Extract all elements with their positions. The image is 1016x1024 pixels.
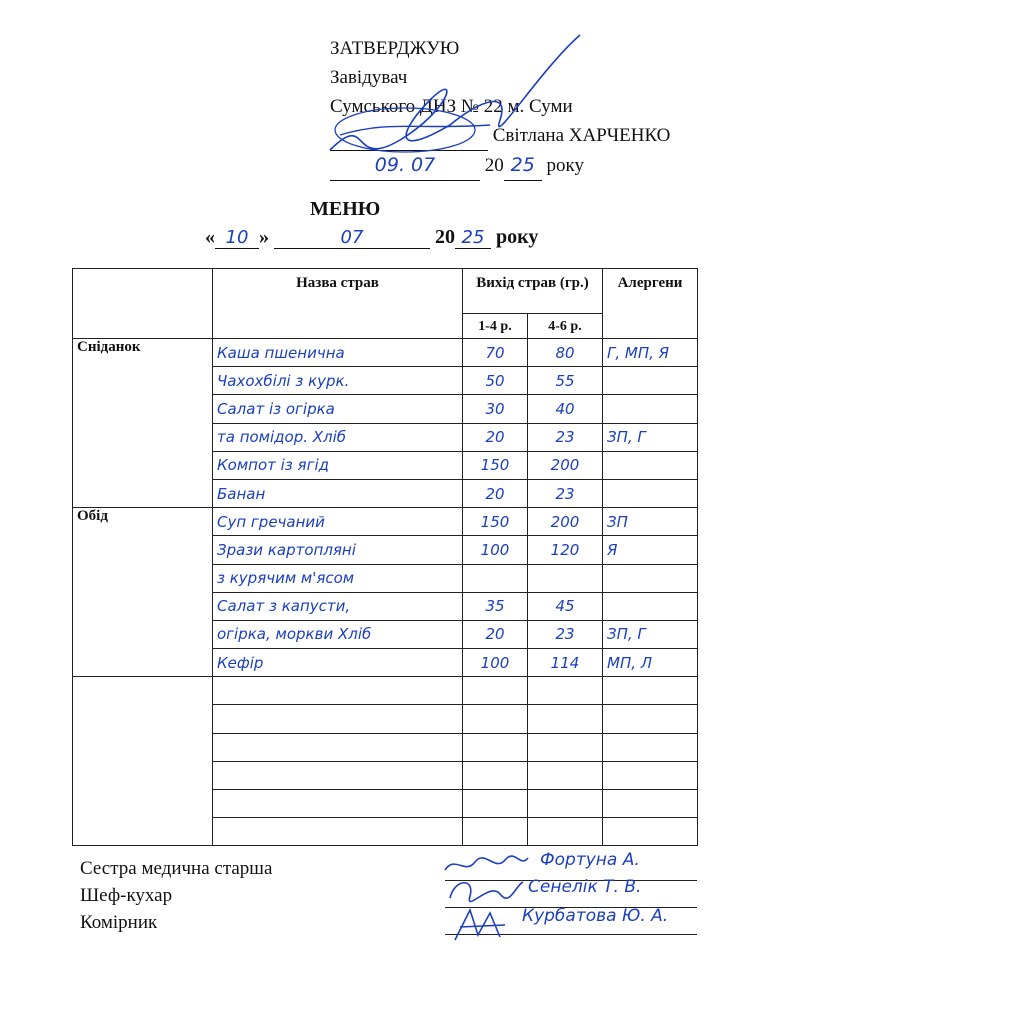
allergen-cell: ЗП, Г [603,423,698,451]
allergen-cell [603,564,698,592]
allergens-header: Алергени [603,269,698,339]
portion-1-4: 100 [463,649,528,677]
allergen-cell [603,451,698,479]
portion-1-4: 150 [463,451,528,479]
portion-4-6: 200 [528,508,603,536]
dish-cell: Кефір [213,649,463,677]
allergen-cell: Я [603,536,698,564]
portion-4-6: 80 [528,339,603,367]
portion-4-6: 40 [528,395,603,423]
empty-cell [213,761,463,789]
dish-cell: Каша пшенична [213,339,463,367]
empty-cell [603,761,698,789]
approval-date: 09. 07 [330,151,480,181]
empty-cell [463,761,528,789]
dish-cell: огірка, моркви Хліб [213,620,463,648]
menu-month: 07 [274,227,430,249]
empty-cell [528,761,603,789]
menu-day: 10 [215,227,259,249]
approval-name: Світлана ХАРЧЕНКО [492,125,671,146]
allergen-cell: Г, МП, Я [603,339,698,367]
portion-1-4 [463,564,528,592]
dish-cell: та помідор. Хліб [213,423,463,451]
menu-year-suffix: року [491,226,539,248]
dish-cell: Салат з капусти, [213,592,463,620]
approval-year: 25 [504,151,542,181]
menu-title: МЕНЮ [310,198,381,220]
empty-cell [463,677,528,705]
dish-cell: Компот із ягід [213,451,463,479]
approval-year-suffix: року [541,155,584,176]
meal-empty [73,677,213,846]
portion-1-4: 20 [463,479,528,507]
approval-institution: Сумського ДНЗ № 22 м. Суми [330,96,573,117]
chef-signature [445,876,525,906]
portion-1-4: 150 [463,508,528,536]
allergen-cell: ЗП [603,508,698,536]
portion-4-6: 23 [528,423,603,451]
portion-4-6: 120 [528,536,603,564]
meal-header [73,269,213,339]
empty-cell [603,705,698,733]
approval-year-prefix: 20 [484,155,504,176]
portion-1-4: 50 [463,367,528,395]
portion-4-6: 55 [528,367,603,395]
empty-cell [603,790,698,818]
empty-cell [213,677,463,705]
portion-1-4: 70 [463,339,528,367]
allergen-cell [603,479,698,507]
empty-cell [603,733,698,761]
allergen-cell: МП, Л [603,649,698,677]
approval-position: Завідувач [330,67,408,88]
empty-cell [528,790,603,818]
portion-1-4: 35 [463,592,528,620]
empty-cell [213,733,463,761]
portion-4-6: 114 [528,649,603,677]
empty-cell [213,705,463,733]
empty-cell [463,790,528,818]
signature-roles [80,855,272,936]
dish-cell: Зрази картопляні [213,536,463,564]
close-quote: » [259,226,269,248]
portion-1-4: 100 [463,536,528,564]
empty-cell [463,733,528,761]
portion-4-6: 23 [528,620,603,648]
portion-4-6: 23 [528,479,603,507]
table-row-empty [73,677,698,705]
dish-cell: Суп гречаний [213,508,463,536]
output-header: Вихід страв (гр.) [463,269,603,314]
table-row [73,339,698,367]
dish-header: Назва страв [213,269,463,339]
nurse-role: Сестра медична старша [80,858,273,879]
portion-4-6: 45 [528,592,603,620]
menu-table [72,268,698,846]
allergen-cell [603,395,698,423]
dish-cell: з курячим м'ясом [213,564,463,592]
open-quote: « [205,226,215,248]
empty-cell [603,677,698,705]
meal-breakfast: Сніданок [73,339,213,508]
allergen-cell: ЗП, Г [603,620,698,648]
nurse-name: Фортуна А. [540,850,640,870]
dish-cell: Банан [213,479,463,507]
director-signature [310,30,590,180]
age-header-4-6: 4-6 р. [528,314,603,339]
empty-cell [528,733,603,761]
portion-1-4: 20 [463,620,528,648]
store-role: Комірник [80,912,158,933]
empty-cell [213,790,463,818]
chef-name: Сенелік Т. В. [528,877,642,897]
allergen-cell [603,367,698,395]
age-header-1-4: 1-4 р. [463,314,528,339]
menu-year: 25 [455,227,491,249]
empty-cell [463,705,528,733]
dish-cell: Салат із огірка [213,395,463,423]
empty-cell [528,705,603,733]
empty-cell [603,818,698,846]
meal-lunch: Обід [73,508,213,677]
portion-4-6 [528,564,603,592]
chef-role: Шеф-кухар [80,885,173,906]
empty-cell [213,818,463,846]
portion-1-4: 30 [463,395,528,423]
empty-cell [528,677,603,705]
empty-cell [463,818,528,846]
portion-4-6: 200 [528,451,603,479]
store-signature [450,905,520,945]
table-row [73,508,698,536]
store-name: Курбатова Ю. А. [522,906,669,926]
menu-year-prefix: 20 [435,226,455,248]
menu-date-line [205,226,538,249]
empty-cell [528,818,603,846]
portion-1-4: 20 [463,423,528,451]
approval-heading: ЗАТВЕРДЖУЮ [330,38,460,59]
dish-cell: Чахохбілі з курк. [213,367,463,395]
allergen-cell [603,592,698,620]
